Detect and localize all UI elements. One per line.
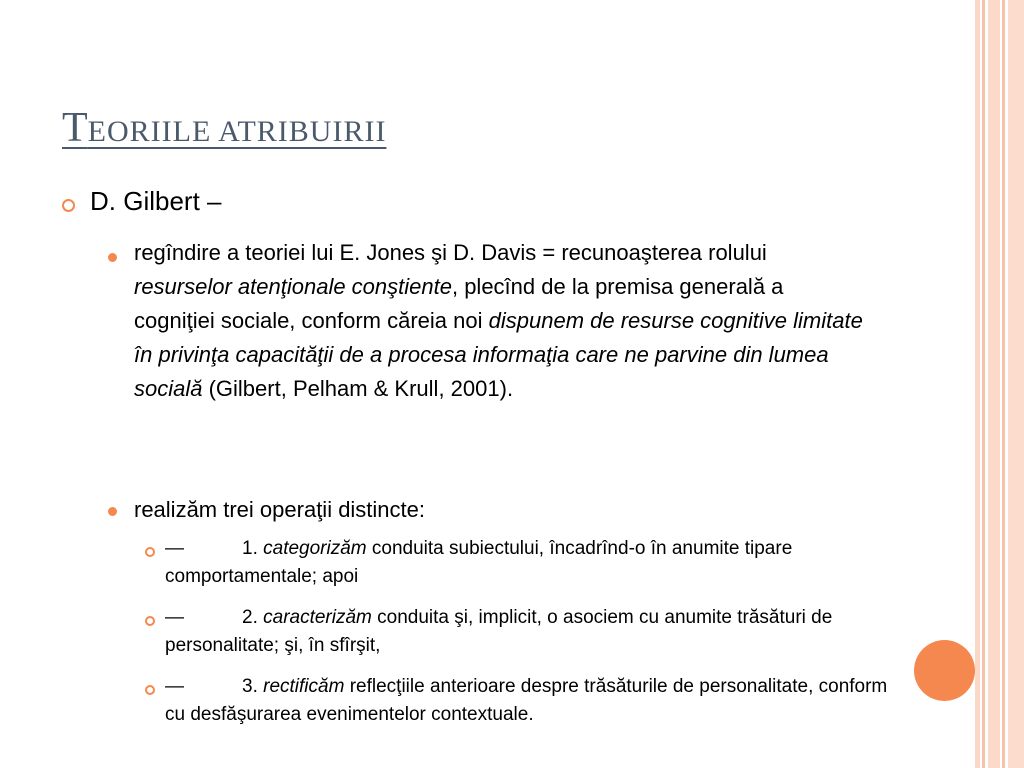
- operation-text: conduita subiectului, încadrînd-o în anumite tipare comportamentale; apoi: [165, 538, 793, 587]
- title-rest: EORIILE ATRIBUIRII: [87, 115, 387, 148]
- operation-number: 2.: [242, 607, 264, 628]
- operation-verb: categorizăm: [263, 538, 367, 559]
- sub1-b: resurselor atenţionale conştiente: [134, 274, 452, 299]
- operation-dash: —: [165, 538, 184, 559]
- deco-stripe-5: [1008, 0, 1024, 768]
- operation-item: [165, 535, 895, 591]
- decorative-circle: [914, 640, 975, 701]
- operation-number: 1.: [242, 538, 264, 559]
- sub1-e: (Gilbert, Pelham & Krull, 2001).: [202, 376, 514, 401]
- bullet-level2-item: realizăm trei operaţii distincte:: [134, 497, 426, 522]
- sub1-a: regîndire a teoriei lui E. Jones şi D. Davis = recunoaşterea rolului: [134, 240, 767, 265]
- operation-verb: caracterizăm: [263, 607, 372, 628]
- sub1-c: , plecînd de la premisa generală a cogniţiei sociale, conform căreia noi: [134, 274, 784, 333]
- sub1-d: dispunem de resurse cognitive limitate în privinţa capacităţii de a procesa informaţia care ne parvine din lumea socială: [134, 308, 863, 401]
- deco-stripe-2: [982, 0, 985, 768]
- deco-stripe-3: [988, 0, 1000, 768]
- operation-item: [165, 673, 895, 729]
- title-initial: T: [62, 105, 88, 151]
- ring-bullet-icon: [62, 199, 75, 212]
- ring-bullet-small-icon: [145, 547, 155, 557]
- operation-number: 3.: [242, 676, 264, 697]
- operation-item: [165, 604, 895, 660]
- slide-title: [62, 104, 386, 152]
- operation-dash: —: [165, 676, 184, 697]
- dot-bullet-icon: [108, 507, 117, 516]
- operation-verb: rectificăm: [263, 676, 345, 697]
- deco-stripe-1: [975, 0, 980, 768]
- operation-text: conduita şi, implicit, o asociem cu anumite trăsături de personalitate; şi, în sfîrşit,: [165, 607, 833, 656]
- operation-text: reflecţiile anterioare despre trăsăturile de personalitate, conform cu desfăşurarea evenimentelor contextuale.: [165, 676, 888, 725]
- dot-bullet-icon: [108, 253, 117, 262]
- deco-stripe-4: [1002, 0, 1005, 768]
- ring-bullet-small-icon: [145, 616, 155, 626]
- ring-bullet-small-icon: [145, 685, 155, 695]
- bullet-level1: D. Gilbert –: [90, 186, 222, 216]
- operation-dash: —: [165, 607, 184, 628]
- bullet-level2-item: [134, 236, 864, 406]
